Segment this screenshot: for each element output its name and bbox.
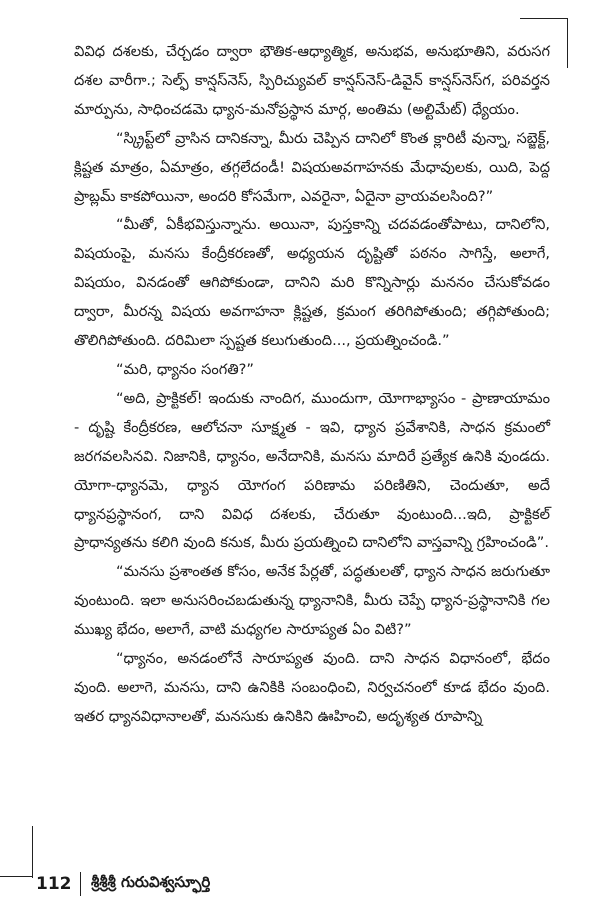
paragraph: “మీతో, ఏకీభవిస్తున్నాను. అయినా, పుస్తకాన్ని చదవడంతోపాటు, దానిలోని, విషయంపై, మనసు కేంద్రీకరణతో, అధ్యయన దృష్టితో పఠనం సాగిస్తే, అలాగే, విషయం, వినడంతో ఆగిపోకుండా, దానిని మరి కొన్నిసార్లు మననం చేసుకోవడం ద్వారా, మీరన్న విషయ అవగాహనా క్లిష్టత, క్రమంగ తరిగిపోతుంది; తగ్గిపోతుంది; తొలిగిపోతుంది. దరిమిలా స్పష్టత కలుగుతుంది..., ప్రయత్నించండి.” (74, 216, 550, 350)
footer-divider (80, 872, 82, 896)
crop-mark-top-vertical (567, 18, 568, 68)
book-title: శ్రీశ్రీశ్రీ గురువిశ్వస్ఫూర్తి (91, 873, 211, 891)
paragraph: “మనసు ప్రశాంతత కోసం, అనేక పేర్లతో, పద్ధతులతో, ధ్యాన సాధన జరుగుతూ వుంటుంది. ఇలా అనుసరించబడుతున్న ధ్యానానికి, మీరు చెప్పే ధ్యాన-ప్రస్థానానికి గల ముఖ్య భేదం, అలాగే, వాటి మధ్యగల సారూప్యత ఏం విటి?” (74, 563, 550, 639)
paragraph: “మరి, ధ్యానం సంగతి?” (116, 360, 254, 378)
paragraph: “స్క్రిప్ట్‌లో వ్రాసిన దానికన్నా, మీరు చెప్పిన దానిలో కొంత క్లారిటీ వున్నా, సబ్జెక్ట్, క్లిష్టత మాత్రం, ఏమాత్రం, తగ్గలేదండీ! విషయఅవగాహనకు మేధావులకు, యిది, పెద్ద ప్రాబ్లమ్ కాకపోయినా, అందరి కోసమేగా, ఎవరైనా, ఏదైనా వ్రాయవలసింది?” (74, 129, 550, 205)
paragraph: “ధ్యానం, అనడంలోనే సారూప్యత వుంది. దాని సాధన విధానంలో, భేదం వుంది. అలాగె, మనసు, దాని ఉనికికి సంబంధించి, నిర్వచనంలో కూడ భేదం వుంది. ఇతర ధ్యానవిధానాలతో, మనసుకు ఉనికిని ఊహించి, అదృశ్యత రూపాన్ని (74, 650, 550, 725)
crop-mark-bottom-horizontal (0, 876, 33, 877)
paragraph: వివిధ దశలకు, చేర్చడం ద్వారా భౌతిక-ఆధ్యాత్మిక, అనుభవ, అనుభూతిని, వరుసగ దశల వారీగా.; సెల్ఫ్ కాన్షస్‌నెస్, స్పిరిచ్యువల్ కాన్షస్‌నెస్-డివైన్ కాన్షస్‌నెస్‌గ, పరివర్తన మార్పును, సాధించడమె ధ్యాన-మనోప్రస్థాన మార్గ, అంతిమ (అల్టిమేట్) ధ్యేయం. (74, 43, 550, 118)
page-number: 112 (36, 874, 72, 894)
paragraph: “అది, ప్రాక్టికల్! ఇందుకు నాందిగ, ముందుగా, యోగాభ్యాసం - ప్రాణాయామం - దృష్టి కేంద్రీకరణ, ఆలోచనా సూక్ష్మత - ఇవి, ధ్యాన ప్రవేశానికి, సాధన క్రమంలో జరగవలసినవి. నిజానికి, ధ్యానం, అనేదానికి, మనసు మాదిరే ప్రత్యేక ఉనికి వుండదు. యోగా-ధ్యానమె, ధ్యాన యోగంగ పరిణామ పరిణితిని, చెందుతూ, అదే ధ్యానప్రస్థానంగ, దాని వివిధ దశలకు, చేరుతూ వుంటుంది...ఇది, ప్రాక్టికల్ ప్రాధాన్యతను కలిగి వుంది కనుక, మీరు ప్రయత్నించి దానిలోని వాస్తవాన్ని గ్రహించండి”. (74, 389, 550, 552)
crop-mark-bottom-vertical (32, 826, 33, 878)
page-body (74, 38, 550, 732)
crop-mark-top-horizontal (520, 18, 568, 19)
page-footer (36, 872, 210, 896)
